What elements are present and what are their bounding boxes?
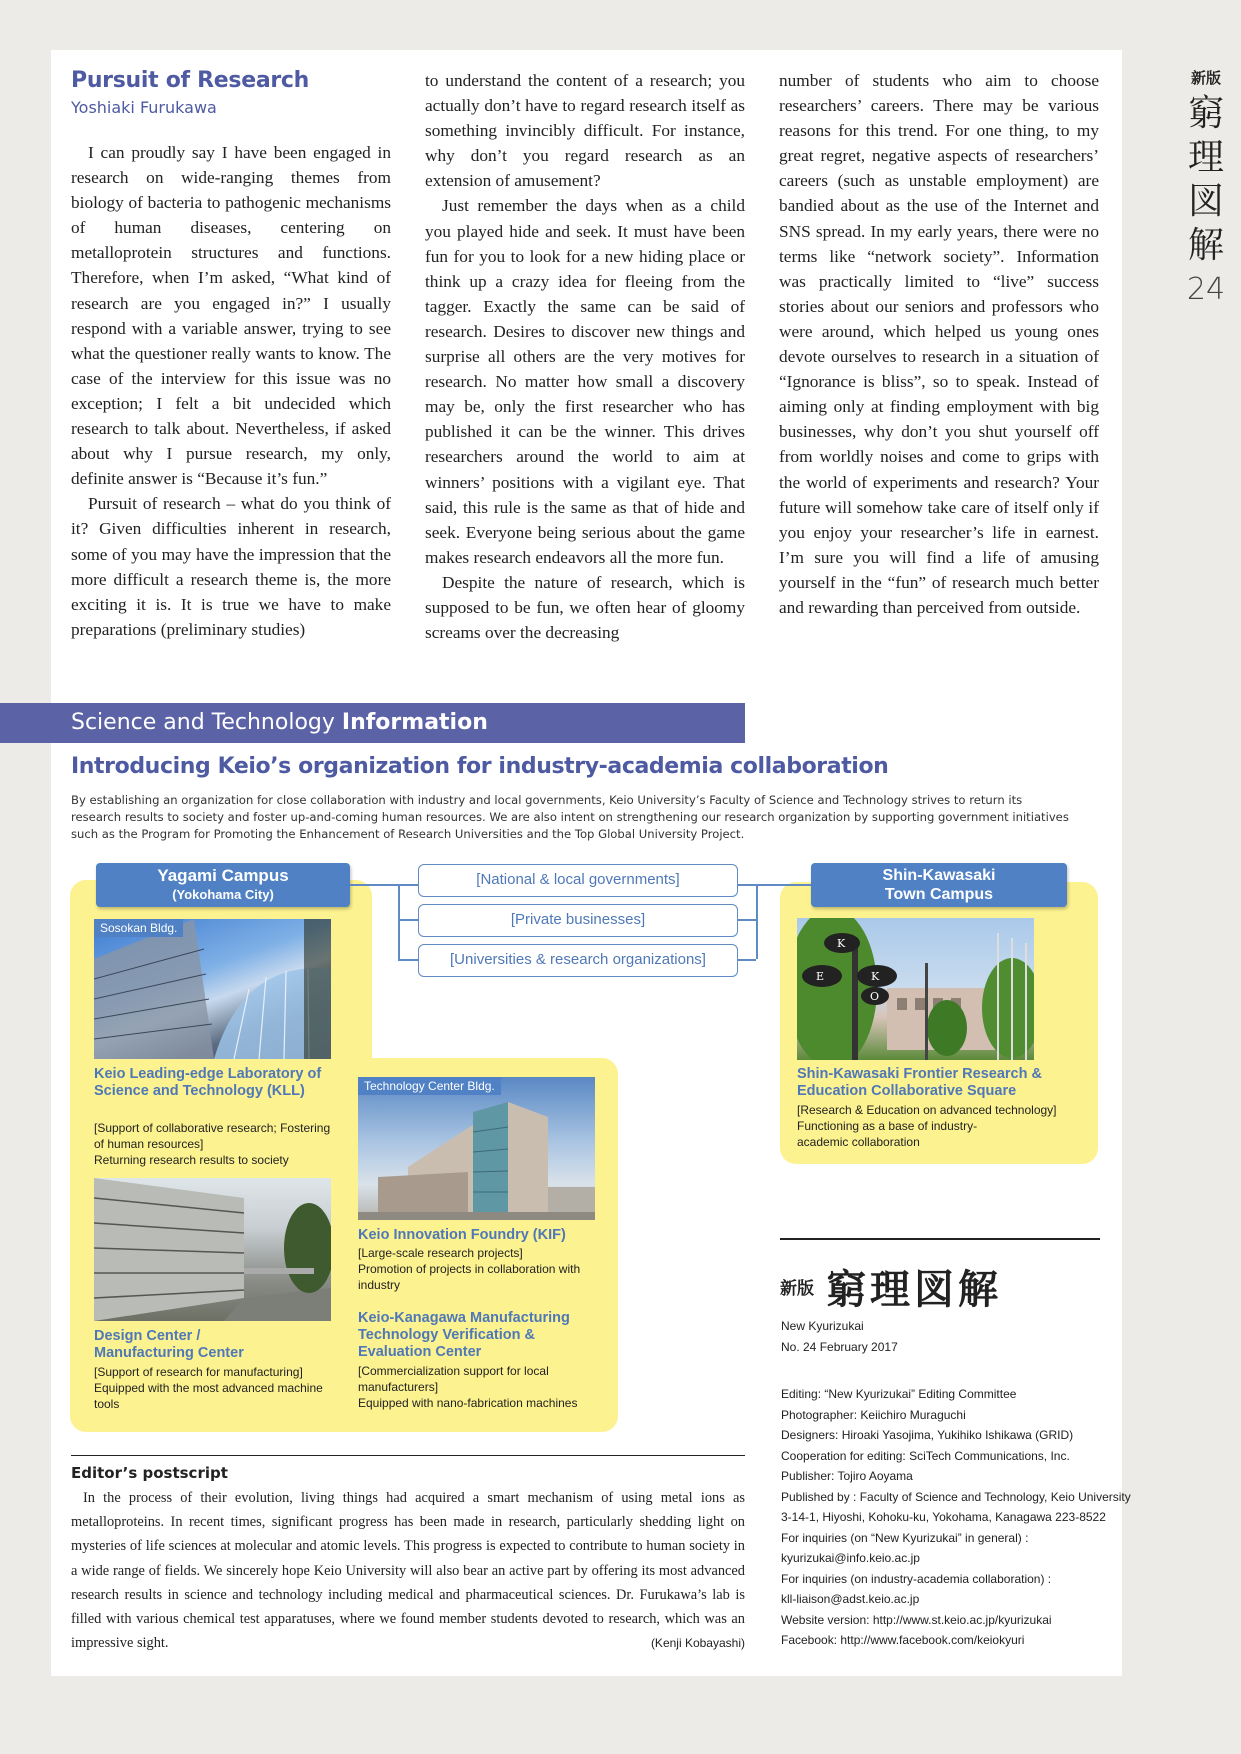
facility-name-kif: Keio Innovation Foundry (KIF) [358, 1227, 566, 1243]
connector-line [738, 919, 756, 921]
colophon-issue [781, 1316, 898, 1357]
paragraph: Pursuit of research – what do you think of it? Given difficulties inherent in research, some of you may have the impression that the more difficult a research theme is, the more exciting it is. It is true we have to make preparations (preliminary studies) [71, 494, 391, 639]
technology-center-photo [358, 1077, 595, 1220]
connector-line [738, 959, 756, 961]
spine-kanji: 理 [1187, 137, 1224, 178]
sosokan-building-photo [94, 919, 331, 1059]
facility-name-design-center: Design Center / Manufacturing Center [94, 1328, 244, 1361]
postscript-title: Editor’s postscript [71, 1464, 228, 1482]
issue-number: 24 [1186, 272, 1226, 307]
building-illustration [358, 1077, 595, 1220]
svg-text:O: O [870, 990, 880, 1003]
connector-line [756, 884, 758, 959]
photo-tag: Technology Center Bldg. [358, 1077, 501, 1095]
credit-line: Cooperation for editing: SciTech Communications, Inc. [781, 1448, 1070, 1463]
campus-city: (Yokohama City) [172, 887, 274, 902]
spine-masthead [1186, 70, 1226, 307]
shinkawasaki-photo [797, 918, 1034, 1060]
photo-tag: Sosokan Bldg. [94, 919, 183, 937]
article-column-3 [779, 68, 1099, 620]
section-intro: By establishing an organization for close collaboration with industry and local governments, Keio University’s Faculty of Science and Technology strives to return its research results to society and foster up-and-coming human resources. We are also intent on strengthening our research organization by supporting government initiatives such as the Program for Promoting the Enhancement of Research Universities and the Top Global University Project. [71, 793, 1069, 841]
credit-line: 3-14-1, Hiyoshi, Kohoku-ku, Yokohama, Kanagawa 223-8522 [781, 1510, 1106, 1524]
credit-line: Designers: Hiroaki Yasojima, Yukihiko Ishikawa (GRID) [781, 1428, 1074, 1442]
facility-desc: [Large-scale research projects] [358, 1246, 523, 1260]
facility-name-frontier: Shin-Kawasaki Frontier Research & Education Collaborative Square [797, 1066, 1042, 1099]
email-link[interactable]: kll-liaison@adst.keio.ac.jp [781, 1592, 920, 1606]
facility-desc: [Support of collaborative research; Fostering of human resources] [94, 1121, 331, 1151]
facility-desc: Functioning as a base of industry-academic collaboration [797, 1119, 978, 1149]
partner-governments: [National & local governments] [418, 864, 738, 897]
paragraph: to understand the content of a research; you actually don’t have to regard research itself as something invincibly difficult. For instance, why don’t you regard research as an extension of amusement? [425, 71, 745, 191]
yagami-campus-tab [96, 863, 350, 907]
svg-text:E: E [816, 970, 825, 983]
campus-name: Town Campus [884, 886, 994, 903]
section-banner [0, 703, 745, 743]
issue-date: No. 24 February 2017 [781, 1339, 898, 1354]
publication-name: New Kyurizukai [781, 1319, 864, 1333]
logo-edition: 新版 [780, 1279, 814, 1299]
partner-private-businesses: [Private businesses] [418, 904, 738, 937]
colophon-credits [781, 1384, 1131, 1651]
shinkawasaki-campus-tab [811, 863, 1067, 907]
spine-edition: 新版 [1190, 69, 1221, 87]
postscript-body: In the process of their evolution, living things had acquired a smart mechanism of using metal ions as metalloproteins. In recent times, significant progress has been made in research, particularly shedding light on mysteries of life sciences at molecular and atomic levels. This progress is expected to contribute to human society in a wide range of fields. We sincerely hope Keio University will also bear an active part by offering its most advanced research results in science and technology including medical and pharmaceutical sciences. Dr. Furukawa’s lab is filled with various chemical test apparatuses, where we found member students devoted to research, which was an impressive sight. [71, 1490, 745, 1652]
article-author: Yoshiaki Furukawa [71, 98, 217, 117]
paragraph: Just remember the days when as a child you played hide and seek. It must have been fun for you to look for a new hiding place or think up a crazy idea for fleeing from the tagger. Exactly the same can be said of research. Desires to discover new things and surprise all others are the very motives for research. No matter how small a discovery may be, only the first researcher who has published it can be the winner. This drives researchers around the world to aim at winners’ positions with a vigilant eye. That said, this rule is the same as that of hide and seek. Everyone being serious about the game makes research endeavors all the more fun. [425, 196, 745, 567]
logo-title: 窮理図解 [826, 1266, 1002, 1313]
building-illustration [94, 1178, 331, 1321]
facebook-link[interactable]: Facebook: http://www.facebook.com/keiokyuri [781, 1633, 1025, 1647]
campus-name: Yagami Campus [157, 866, 289, 885]
facility-desc: Returning research results to society [94, 1153, 289, 1167]
postscript-text [71, 1486, 745, 1655]
building-illustration [94, 919, 331, 1059]
campus-illustration [797, 918, 1034, 1060]
facility-desc: Equipped with nano-fabrication machines [358, 1396, 578, 1410]
spine-kanji: 図 [1187, 181, 1224, 222]
colophon-logo [780, 1258, 1002, 1315]
credit-line: For inquiries (on “New Kyurizukai” in general) : [781, 1530, 1029, 1545]
spine-kanji: 解 [1187, 225, 1224, 266]
facility-desc: [Research & Education on advanced technology] [797, 1103, 1057, 1117]
credit-line: Editing: “New Kyurizukai” Editing Committee [781, 1387, 1017, 1401]
connector-line [398, 959, 418, 961]
partner-universities: [Universities & research organizations] [418, 944, 738, 977]
website-link[interactable]: Website version: http://www.st.keio.ac.jp/kyurizukai [781, 1612, 1052, 1627]
facility-desc: Equipped with the most advanced machine tools [94, 1381, 323, 1411]
postscript-divider [71, 1455, 745, 1456]
facility-desc: Promotion of projects in collaboration with industry [358, 1262, 581, 1292]
credit-line: Published by : Faculty of Science and Technology, Keio University [781, 1489, 1131, 1504]
postscript-signature: (Kenji Kobayashi) [650, 1636, 745, 1651]
paragraph: number of students who aim to choose researchers’ careers. There may be various reasons for this trend. For one thing, to my great regret, negative aspects of researchers’ careers (such as unstable employment) are bandied about as the use of the Internet and SNS spread. In my early years, there were no terms like “network society”. Information was practically limited to “live” success stories about our seniors and professors who were around, which helped us young ones devote ourselves to research in a situation of “Ignorance is bliss”, so to speak. Instead of aiming only at finding employment with big businesses, why don’t you shut yourself off from worldly noises and come to grips with the world of experiments and research? Your future will somehow take care of itself only if you enjoy your researcher’s life in earnest. I’m sure you will find a life of amusing yourself in the “fun” of research much better and rewarding than perceived from outside. [779, 71, 1099, 617]
facility-desc: [Commercialization support for local manufacturers] [358, 1364, 549, 1394]
connector-line [398, 884, 400, 959]
credit-line: For inquiries (on industry-academia collaboration) : [781, 1571, 1052, 1586]
paragraph: Despite the nature of research, which is supposed to be fun, we often hear of gloomy screams over the decreasing [425, 572, 745, 643]
section-title: Introducing Keio’s organization for industry-academia collaboration [71, 754, 889, 779]
design-center-photo [94, 1178, 331, 1321]
facility-name-kanagawa: Keio-Kanagawa Manufacturing Technology Verification & Evaluation Center [358, 1310, 570, 1360]
article-column-2 [425, 68, 745, 645]
banner-text: Science and Technology [71, 710, 342, 735]
connector-line [738, 884, 811, 886]
colophon-divider [780, 1238, 1100, 1240]
connector-line [350, 884, 418, 886]
facility-desc: [Support of research for manufacturing] [94, 1365, 303, 1379]
facility-name-kll: Keio Leading-edge Laboratory of Science and Technology (KLL) [94, 1066, 322, 1099]
email-link[interactable]: kyurizukai@info.keio.ac.jp [781, 1551, 920, 1565]
svg-text:K: K [837, 937, 846, 950]
campus-name: Shin-Kawasaki [882, 867, 996, 884]
connector-line [398, 919, 418, 921]
article-title: Pursuit of Research [71, 68, 310, 93]
article-column-1 [71, 140, 391, 642]
svg-text:K: K [871, 970, 880, 983]
paragraph: I can proudly say I have been engaged in research on wide-ranging themes from biology of bacteria to pathogenic mechanisms of human diseases, centering on metalloprotein structures and functions. Therefore, when I’m asked, “What kind of research are you engaged in?” I usually respond with a variable answer, trying to see what the questioner really wants to know. The case of the interview for this issue was no exception; I felt a bit undecided which research to talk about. Nevertheless, if asked about why I pursue research, my only, definite answer is “Because it’s fun.” [71, 143, 391, 489]
banner-text-bold: Information [341, 710, 488, 735]
spine-title [1186, 92, 1226, 268]
spine-kanji: 窮 [1187, 93, 1224, 134]
credit-line: Publisher: Tojiro Aoyama [781, 1469, 913, 1483]
credit-line: Photographer: Keiichiro Muraguchi [781, 1407, 966, 1422]
